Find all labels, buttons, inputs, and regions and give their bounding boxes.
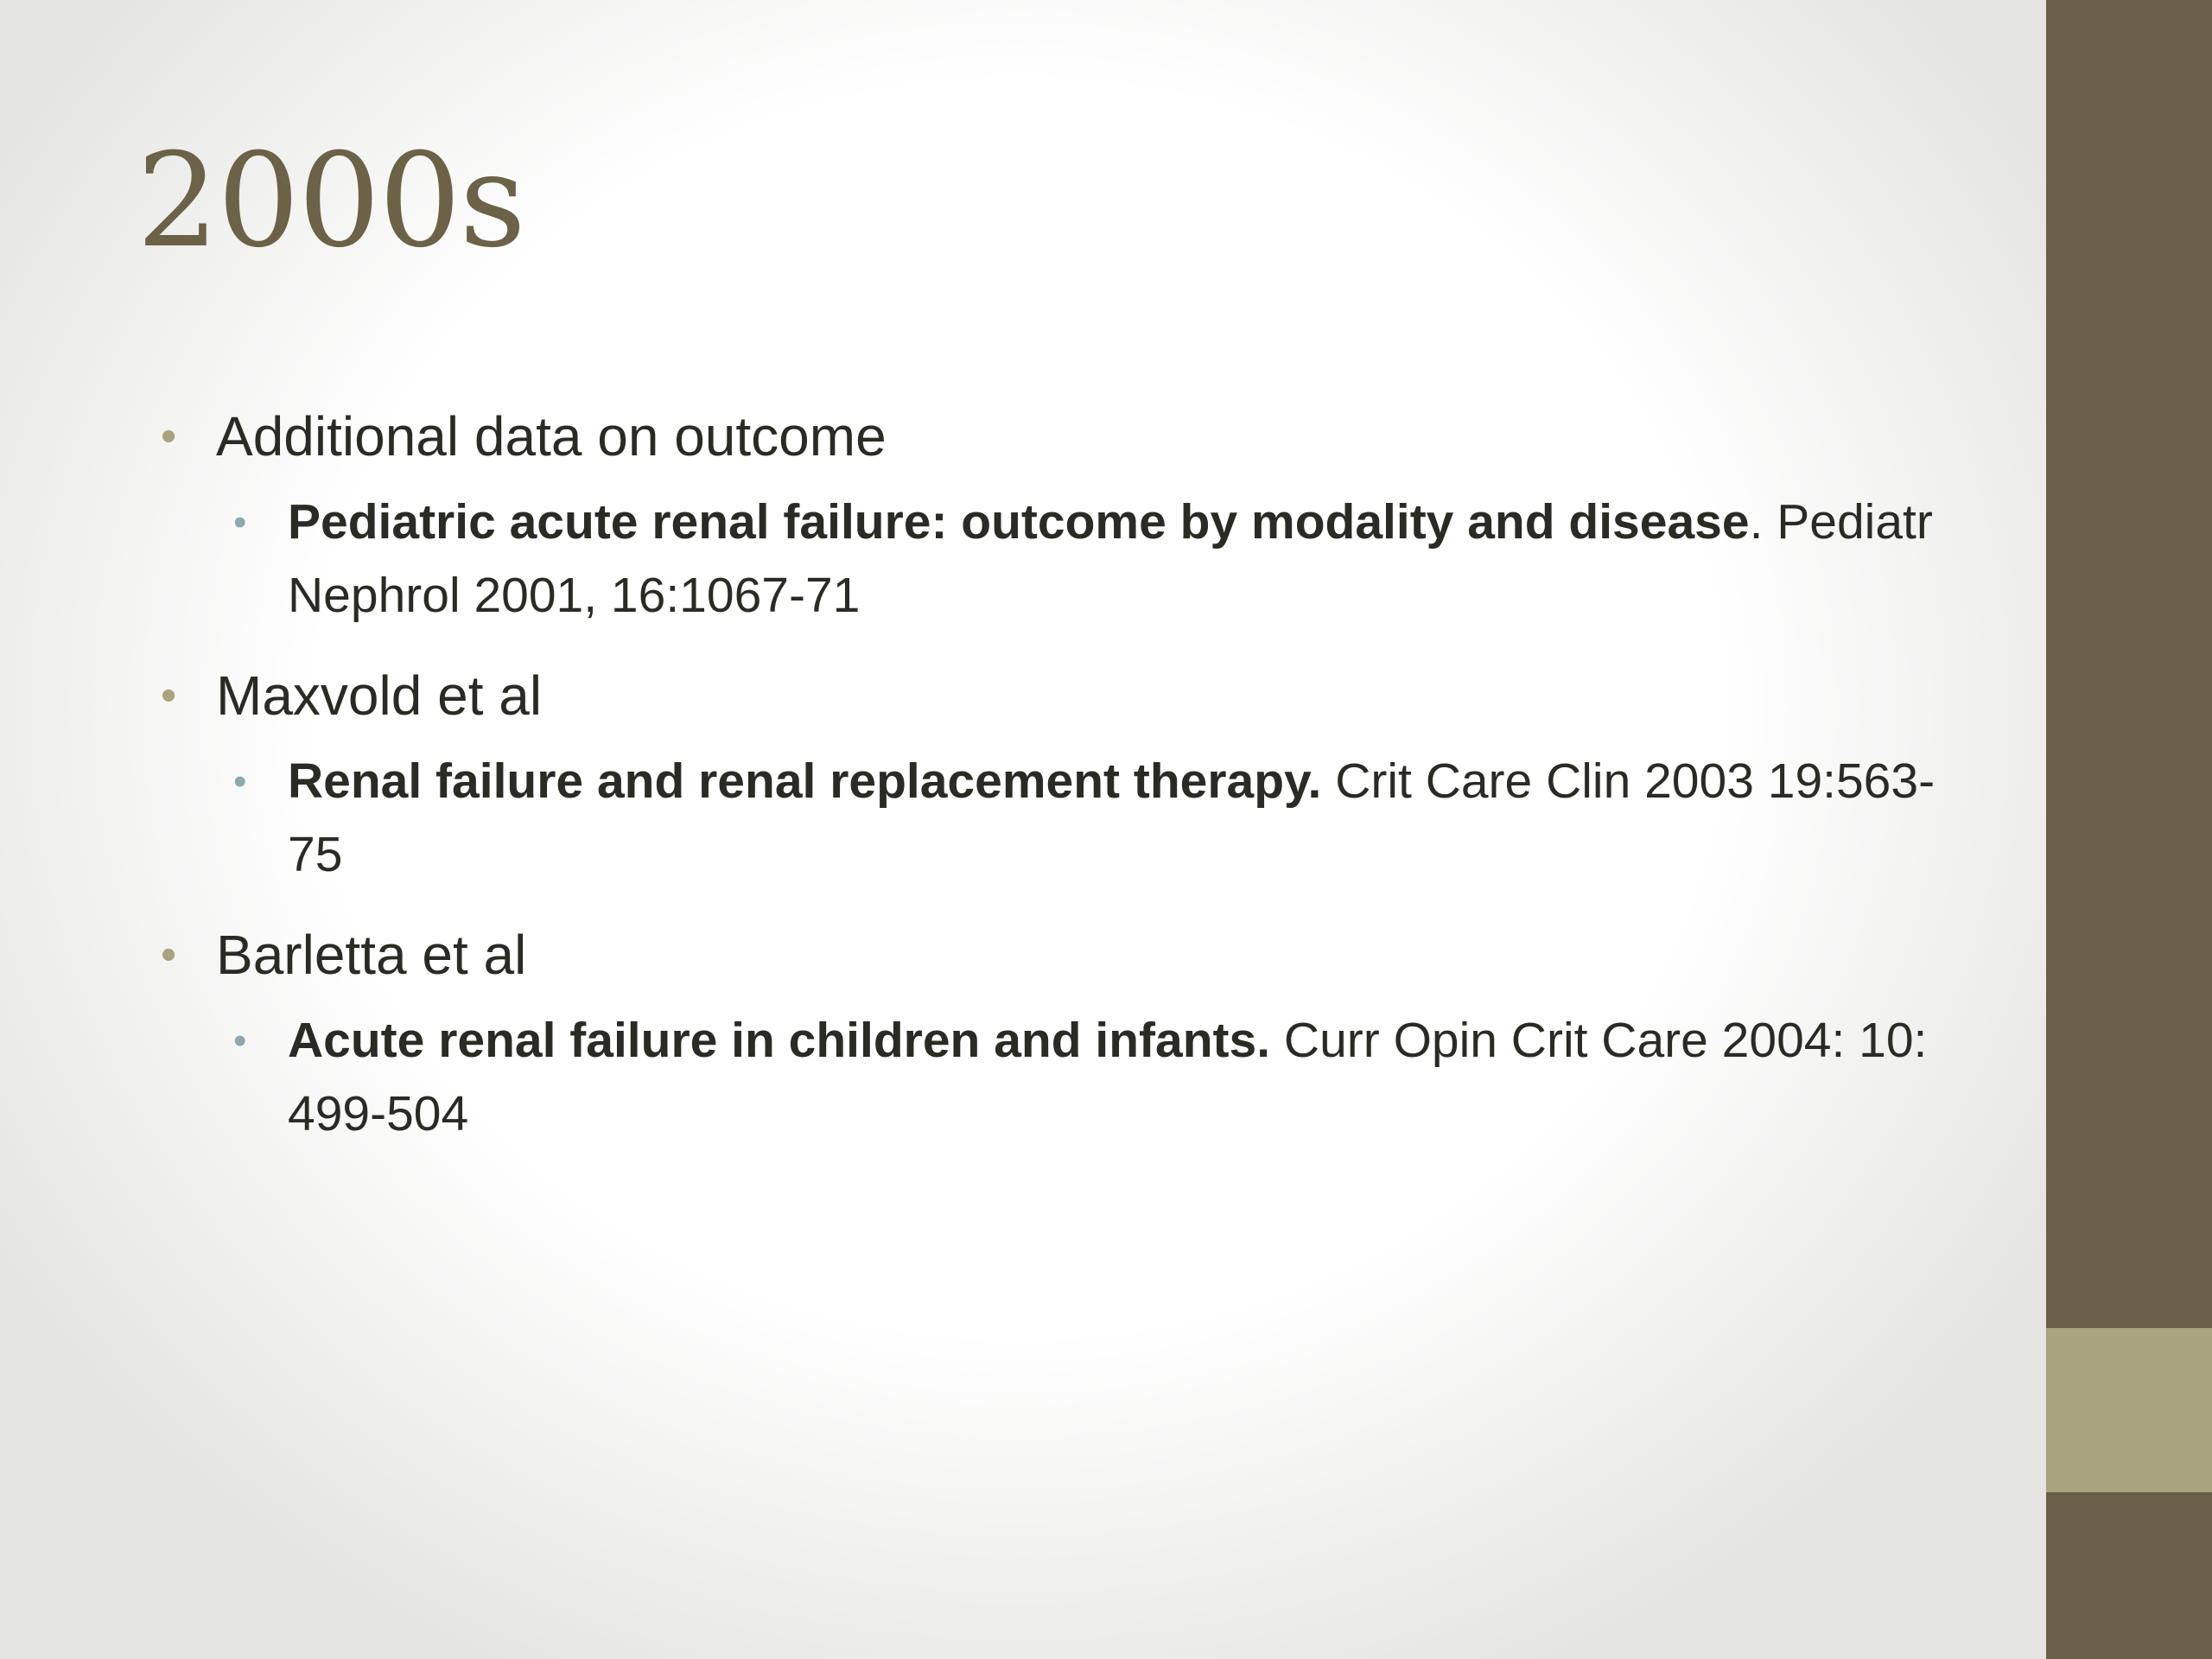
- reference-citation: Crit Care Clin 2003 19:563-75: [288, 753, 1936, 882]
- bullet-list: [0, 397, 1987, 1151]
- bullet-text: Barletta et al: [216, 924, 527, 986]
- bullet-item: [0, 916, 1987, 994]
- bullet-item: [0, 657, 1987, 734]
- bullet-icon: •: [161, 930, 177, 980]
- reference-citation: . Pediatr Nephrol 2001, 16:1067-71: [288, 494, 1933, 623]
- reference-title: Acute renal failure in children and infants.: [288, 1013, 1271, 1068]
- sub-bullet-item: [0, 745, 1987, 892]
- decorative-sidebar-accent: [2046, 1328, 2212, 1492]
- reference-citation: Curr Opin Crit Care 2004: 10: 499-504: [288, 1013, 1928, 1141]
- sub-bullet-icon: •: [233, 760, 247, 803]
- sub-bullet-item: [0, 1004, 1987, 1151]
- bullet-text: Maxvold et al: [216, 664, 543, 727]
- sub-bullet-icon: •: [233, 1020, 247, 1062]
- reference-title: Pediatric acute renal failure: outcome by modality and disease: [288, 494, 1750, 550]
- bullet-text: Additional data on outcome: [216, 405, 887, 467]
- reference-title: Renal failure and renal replacement therapy.: [288, 753, 1322, 809]
- sub-bullet-item: [0, 486, 1987, 632]
- bullet-icon: •: [161, 671, 177, 721]
- bullet-item: [0, 397, 1987, 475]
- slide-title: 2000s: [137, 126, 524, 276]
- bullet-icon: •: [161, 411, 177, 461]
- sub-bullet-icon: •: [233, 501, 247, 543]
